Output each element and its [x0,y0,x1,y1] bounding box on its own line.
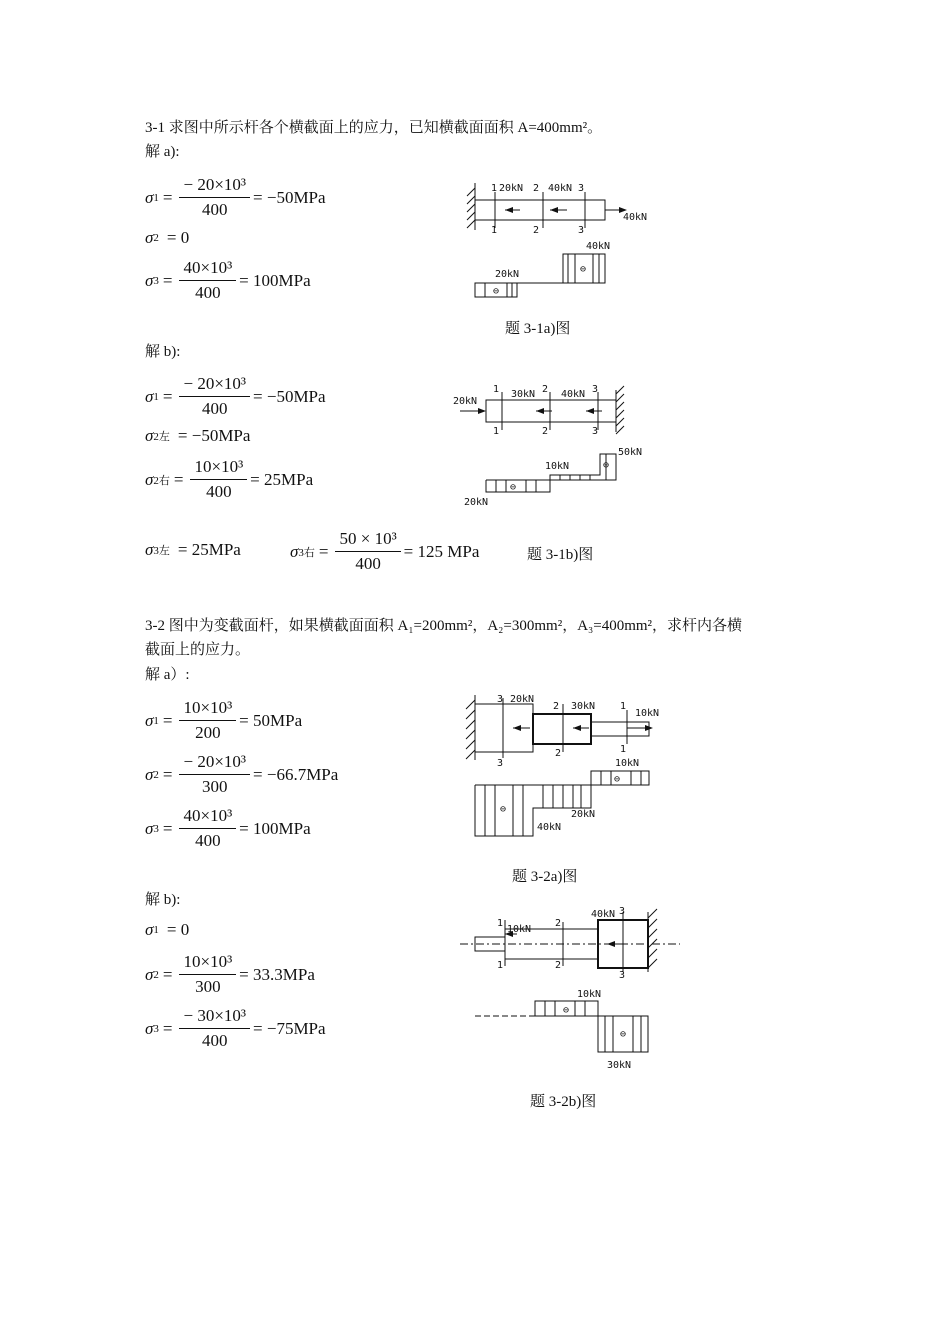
svg-text:⊖: ⊖ [493,286,500,297]
svg-text:1: 1 [491,183,498,194]
svg-text:20kN: 20kN [499,183,524,194]
segment-1 [591,722,649,736]
figure-3-1b [450,380,650,510]
svg-text:10kN: 10kN [545,461,570,472]
question-3-2-line1: 3-2 图中为变截面杆，如果横截面面积 A₁=200mm²，A₂=300mm²，A₃=400mm²，求杆内各横 [145,618,743,634]
caption-3-1b: 题 3-1b)图 [527,547,594,563]
force-arrows [505,207,627,213]
equation-32b-sigma2: σ 2 = $\frac{\text{10×10³}}{300}$ = 33.3MPa [145,952,315,996]
equation-b-sigma2-right: σ 2右 = $\frac{\text{10×10³}}{400}$ = 25MPa [145,457,314,501]
equation-sigma2: σ 2 = 0 [145,228,190,247]
svg-text:10kN: 10kN [577,989,602,1000]
svg-text:10kN: 10kN [635,708,660,719]
force-arrows [460,408,602,414]
svg-text:⊖: ⊖ [614,774,621,785]
equation-sigma1: σ 1 = $\frac{\text{− 20×10³}}{400}$ = −50MPa [145,175,326,219]
svg-text:2: 2 [555,960,562,971]
svg-text:1: 1 [497,918,504,929]
solution-3-2b-label: 解 b): [145,892,181,908]
equation-32a-sigma1: σ 1 = $\frac{\text{10×10³}}{200}$ = 50MPa [145,698,303,742]
question-3-1: 3-1 求图中所示杆各个横截面上的应力，已知横截面面积 A=400mm²。 [145,120,603,136]
svg-text:2: 2 [542,426,549,437]
svg-text:3: 3 [578,183,585,194]
svg-text:1: 1 [497,960,504,971]
axial-force-diagram [486,454,616,492]
svg-text:3: 3 [592,384,599,395]
svg-text:⊖: ⊖ [510,482,517,493]
svg-text:1: 1 [491,225,498,236]
svg-text:20kN: 20kN [453,396,478,407]
equation-b-sigma2-left: σ 2左 = −50MPa [145,426,251,445]
equation-32b-sigma3: σ 3 = $\frac{\text{− 30×10³}}{400}$ = −75MPa [145,1006,326,1050]
figure-3-2a [455,690,675,845]
svg-text:⊖: ⊖ [580,264,587,275]
svg-text:1: 1 [620,701,627,712]
svg-text:20kN: 20kN [571,809,596,820]
equation-32b-sigma1: σ 1 = 0 [145,920,190,939]
svg-text:⊖: ⊖ [563,1005,570,1016]
svg-text:⊖: ⊖ [603,460,610,471]
axial-force-diagram [475,1001,648,1052]
svg-text:1: 1 [493,384,500,395]
segment-2 [533,714,591,744]
svg-text:3: 3 [619,906,626,917]
svg-text:20kN: 20kN [464,497,489,508]
solution-b-label: 解 b): [145,344,181,360]
svg-text:10kN: 10kN [507,924,532,935]
figure-3-2b [455,900,685,1075]
fixed-wall-hatch [467,183,475,230]
caption-3-1a: 题 3-1a)图 [505,321,571,337]
svg-text:3: 3 [497,694,504,705]
svg-text:2: 2 [555,918,562,929]
caption-3-2b: 题 3-2b)图 [530,1094,597,1110]
svg-text:30kN: 30kN [607,1060,632,1071]
svg-text:2: 2 [553,701,560,712]
svg-text:3: 3 [497,758,504,769]
figure-3-1a [455,178,670,303]
equation-b-sigma3-left: σ 3左 = 25MPa [145,540,241,559]
svg-text:30kN: 30kN [511,389,536,400]
solution-a-label: 解 a): [145,144,180,160]
svg-text:3: 3 [592,426,599,437]
svg-text:20kN: 20kN [510,694,535,705]
svg-text:⊖: ⊖ [500,804,507,815]
svg-text:40kN: 40kN [591,909,616,920]
svg-text:3: 3 [578,225,585,236]
svg-text:2: 2 [555,748,562,759]
svg-text:40kN: 40kN [537,822,562,833]
equation-sigma3: σ 3 = $\frac{\text{40×10³}}{400}$ = 100MPa [145,258,311,302]
svg-text:40kN: 40kN [561,389,586,400]
svg-text:40kN: 40kN [623,212,648,223]
caption-3-2a: 题 3-2a)图 [512,869,578,885]
equation-32a-sigma3: σ 3 = $\frac{\text{40×10³}}{400}$ = 100MPa [145,806,311,850]
svg-text:10kN: 10kN [615,758,640,769]
svg-text:2: 2 [533,225,540,236]
svg-text:3: 3 [619,970,626,981]
svg-text:40kN: 40kN [586,241,611,252]
svg-text:30kN: 30kN [571,701,596,712]
svg-text:2: 2 [533,183,540,194]
equation-32a-sigma2: σ 2 = $\frac{\text{− 20×10³}}{300}$ = −66.7MPa [145,752,339,796]
svg-text:⊖: ⊖ [620,1029,627,1040]
svg-text:1: 1 [620,744,627,755]
question-3-2-line2: 截面上的应力。 [145,642,251,658]
svg-text:40kN: 40kN [548,183,573,194]
svg-text:1: 1 [493,426,500,437]
equation-b-sigma1: σ 1 = $\frac{\text{− 20×10³}}{400}$ = −50MPa [145,374,326,418]
question-3-2 [145,614,825,662]
solution-3-2a-label: 解 a）: [145,667,190,683]
svg-text:2: 2 [542,384,549,395]
equation-b-sigma3-right: σ 3右 = $\frac{\text{50 × 10³}}{400}$ = 125 MPa [290,529,480,573]
svg-text:50kN: 50kN [618,447,643,458]
svg-text:20kN: 20kN [495,269,520,280]
